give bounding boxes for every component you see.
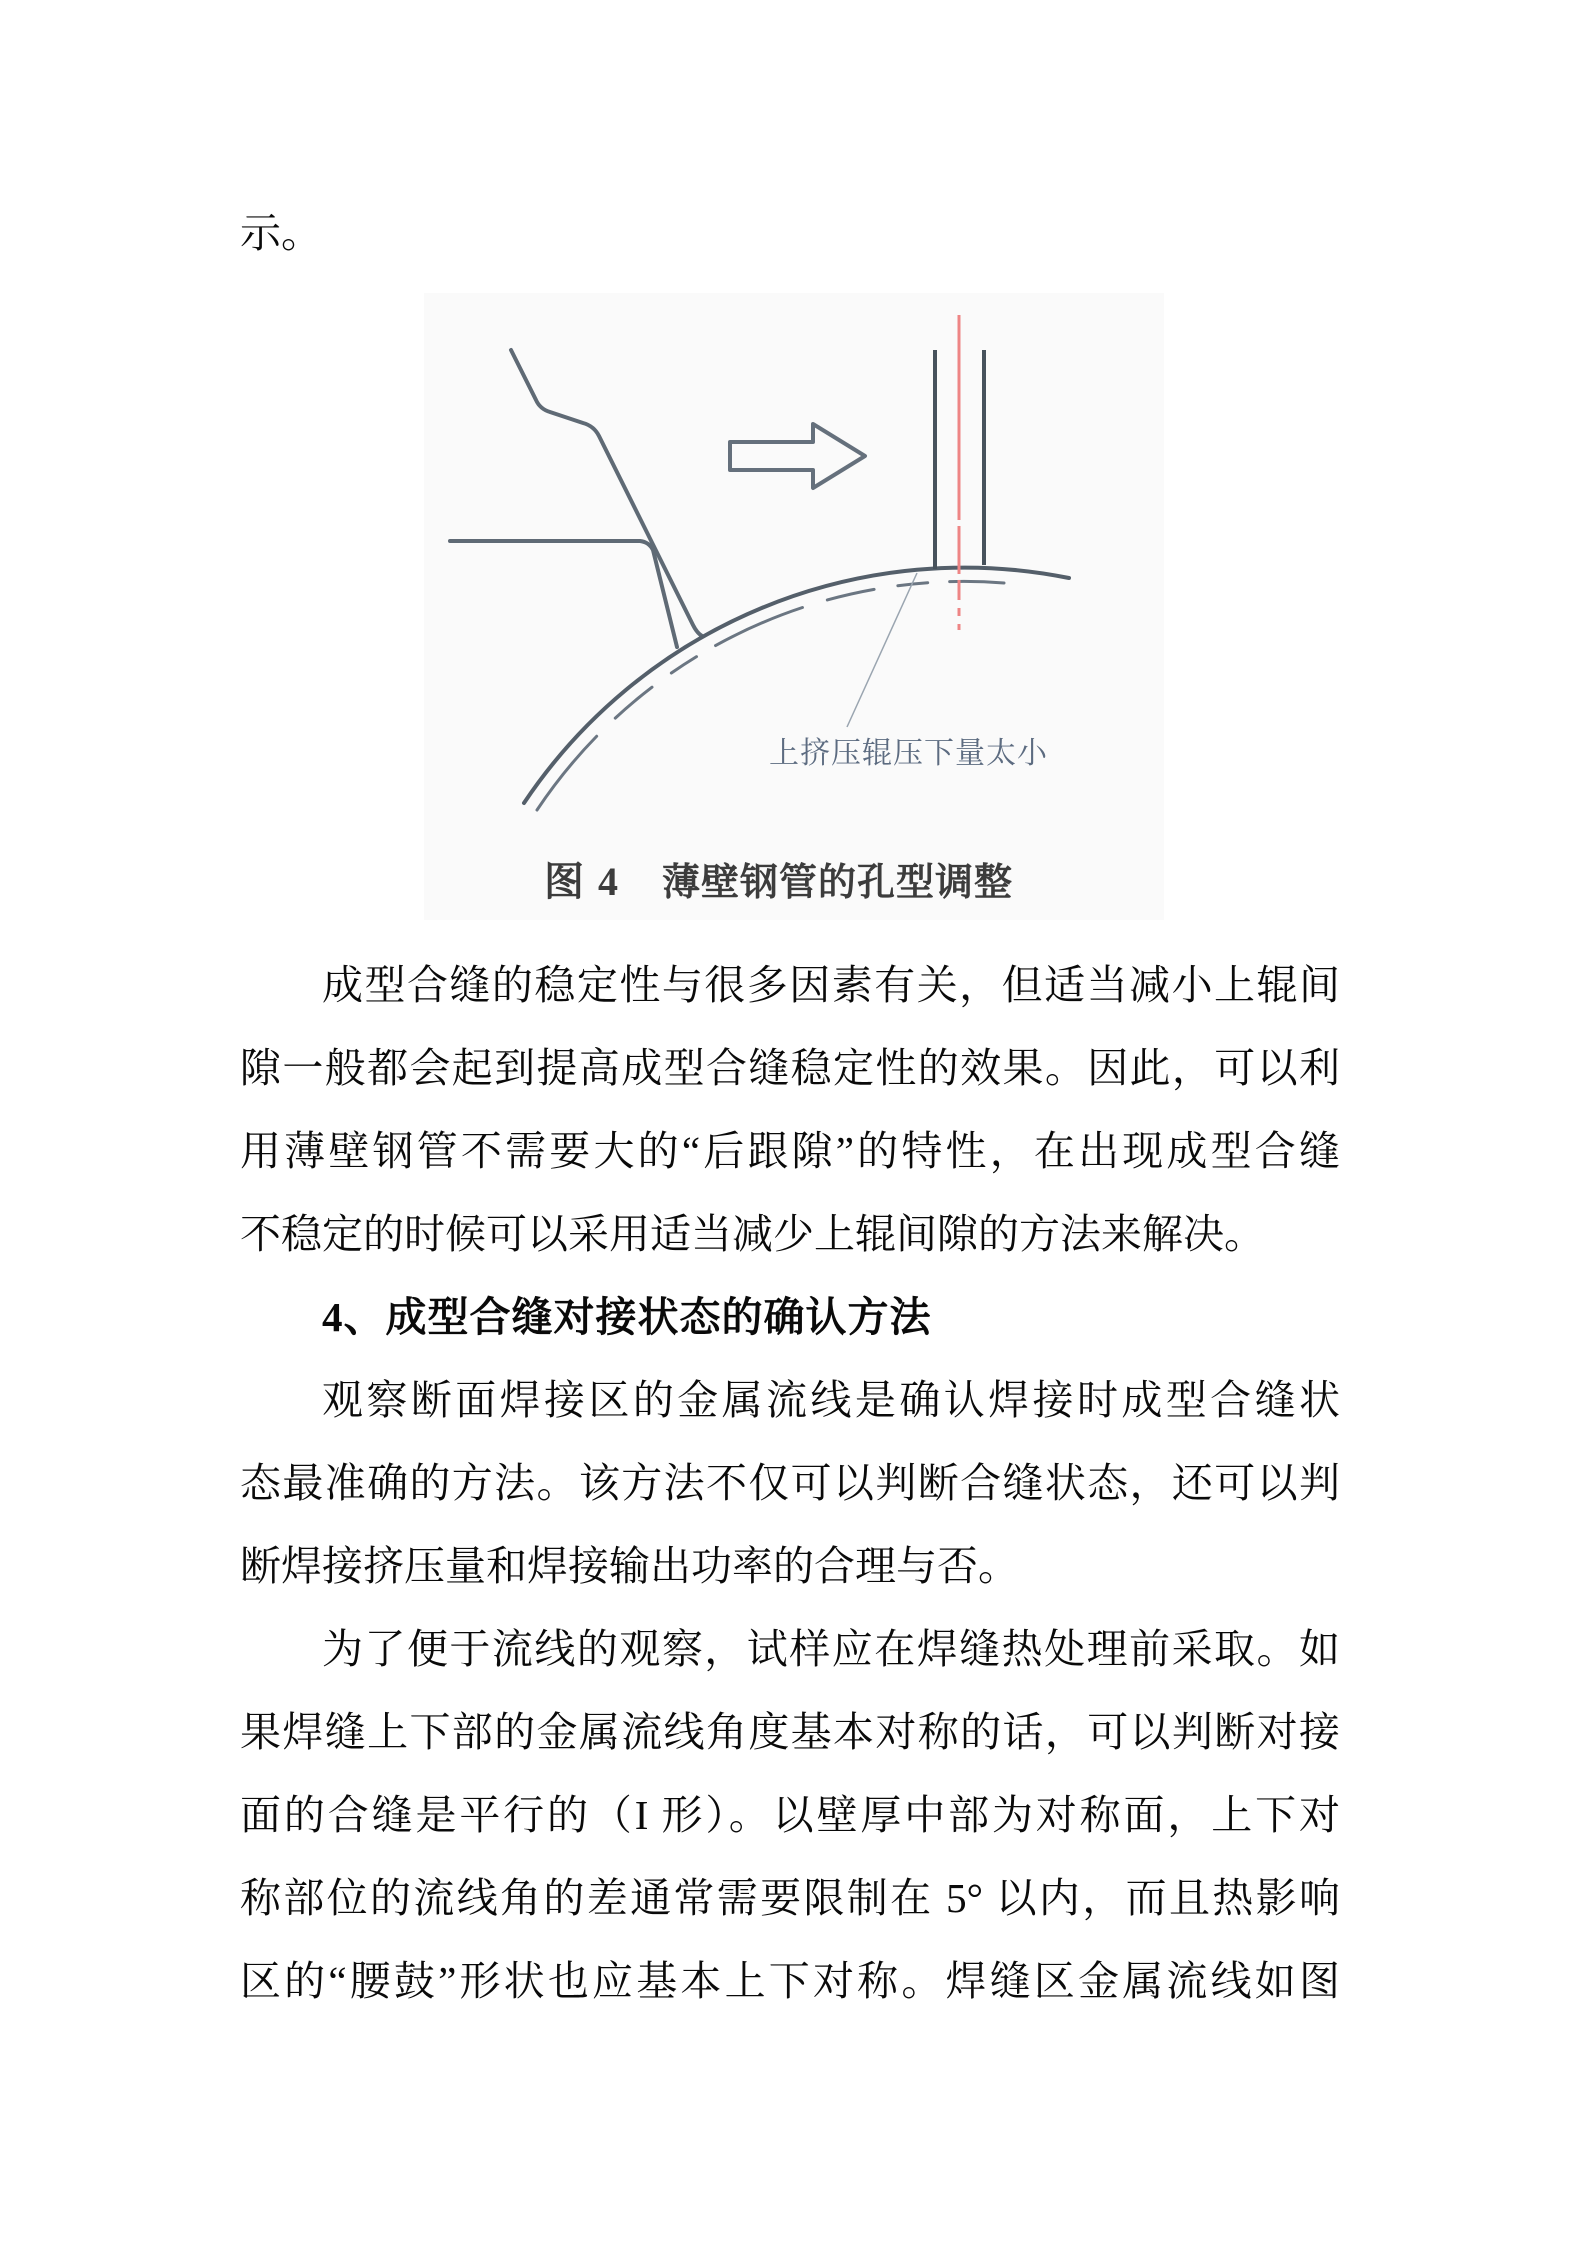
text-line: 为了便于流线的观察，试样应在焊缝热处理前采取。如 bbox=[322, 1626, 1340, 1672]
text-line: 隙一般都会起到提高成型合缝稳定性的效果。因此，可以利 bbox=[240, 1045, 1340, 1091]
roll-pass-diagram bbox=[424, 293, 1164, 920]
text-line: 区的“腰鼓”形状也应基本上下对称。焊缝区金属流线如图 bbox=[240, 1958, 1340, 2004]
figure-4 bbox=[424, 293, 1164, 920]
figure-caption bbox=[544, 850, 1013, 907]
text-line: 成型合缝的稳定性与很多因素有关，但适当减小上辊间 bbox=[322, 962, 1340, 1008]
text-line: 面的合缝是平行的（I 形）。以壁厚中部为对称面，上下对 bbox=[240, 1792, 1340, 1838]
figure-caption-title: 薄壁钢管的孔型调整 bbox=[662, 862, 1014, 904]
text-line: 用薄壁钢管不需要大的“后跟隙”的特性，在出现成型合缝 bbox=[240, 1128, 1340, 1174]
fin-roll-upper-edge-line bbox=[511, 350, 702, 636]
text-line: 态最准确的方法。该方法不仅可以判断合缝状态，还可以判 bbox=[240, 1460, 1340, 1506]
right-arrow-icon bbox=[730, 424, 865, 488]
text-line: 4、成型合缝对接状态的确认方法 bbox=[322, 1294, 932, 1340]
body-text bbox=[240, 944, 1340, 2023]
figure-annotation: 上挤压辊压下量太小 bbox=[769, 737, 1048, 770]
text-line: 称部位的流线角的差通常需要限制在 5° 以内，而且热影响 bbox=[240, 1875, 1340, 1921]
fin-roll-lower-edge-line bbox=[450, 541, 677, 647]
text-line: 不稳定的时候可以采用适当减少上辊间隙的方法来解决。 bbox=[240, 1211, 1265, 1257]
figure-caption-number: 图 4 bbox=[544, 859, 620, 904]
annotation-leader-line bbox=[847, 573, 917, 727]
text-line: 果焊缝上下部的金属流线角度基本对称的话，可以判断对接 bbox=[240, 1709, 1340, 1755]
text-line: 断焊接挤压量和焊接输出功率的合理与否。 bbox=[240, 1543, 1019, 1589]
text-line: 观察断面焊接区的金属流线是确认焊接时成型合缝状 bbox=[322, 1377, 1340, 1423]
pipe-inner-arc bbox=[537, 581, 1004, 810]
leading-paragraph-end: 示。 bbox=[240, 210, 322, 256]
